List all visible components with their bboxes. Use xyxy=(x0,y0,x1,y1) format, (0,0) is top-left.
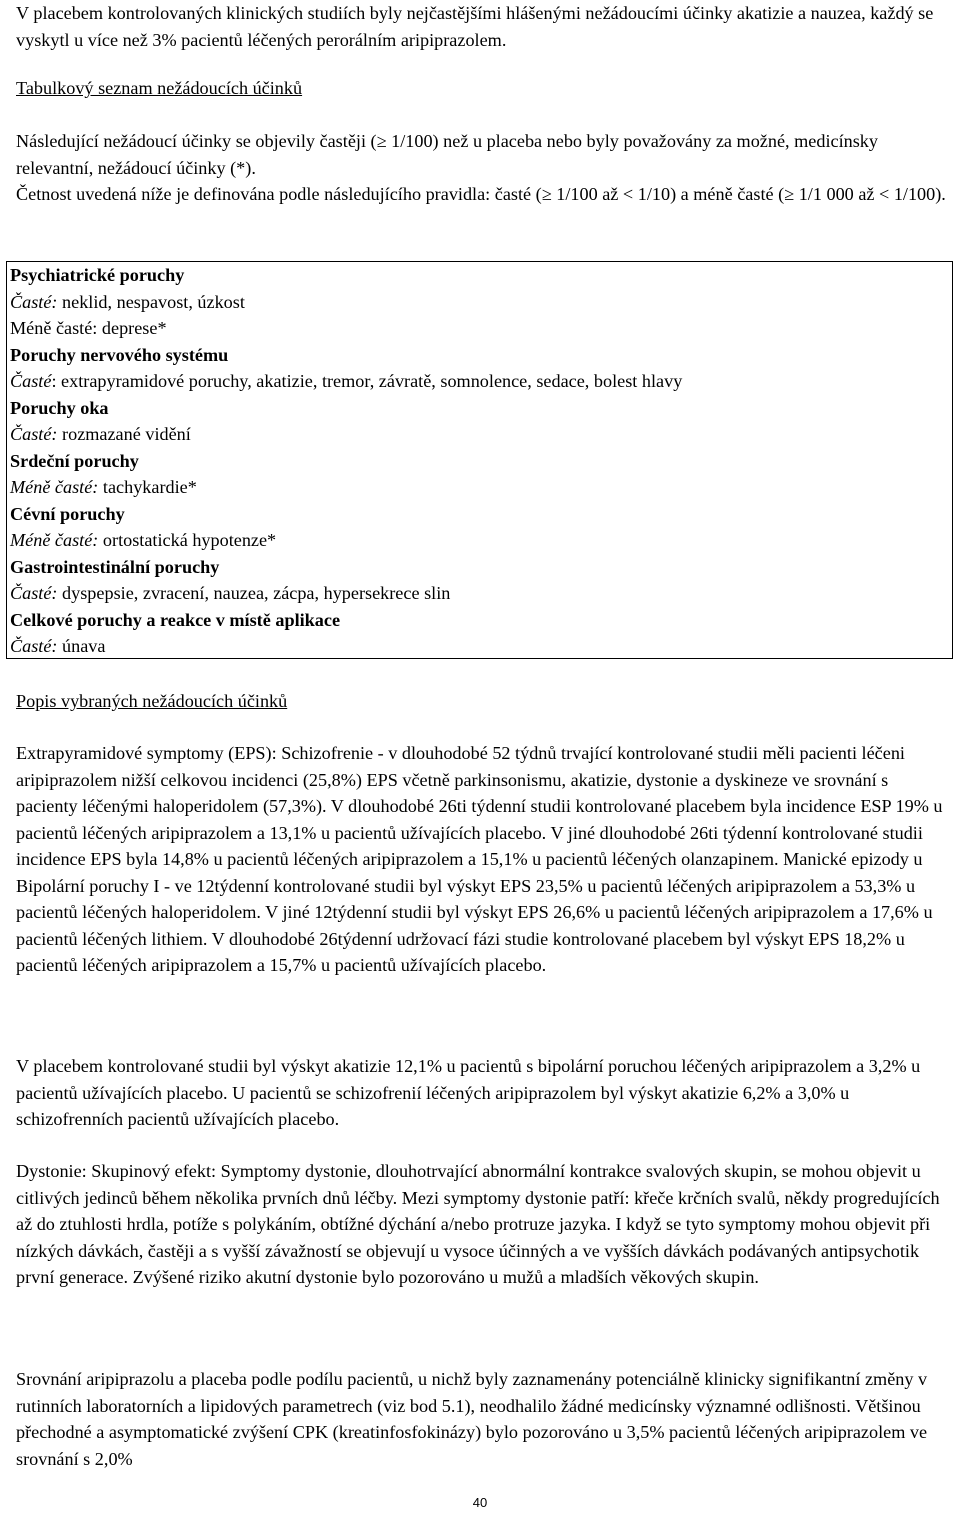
frequency-label: Časté: xyxy=(10,424,58,444)
frequency-text: neklid, nespavost, úzkost xyxy=(57,291,245,312)
frequency-label: Méně časté: xyxy=(10,530,99,550)
intro-paragraph: V placebem kontrolovaných klinických studiích byly nejčastějšími hlášenými nežádoucími účinky akatizie a nauzea, každý se vyskytl u více než 3% pacientů léčených perorálním aripiprazolem. xyxy=(16,3,934,50)
akathisia-paragraph: V placebem kontrolované studii byl výskyt akatizie 12,1% u pacientů s bipolární poruchou léčených aripiprazolem a 3,2% u pacientů užívajících placebo. U pacientů se schizofrenií léčených aripiprazolem byl výskyt akatizie 6,2% a 3,0% u schizofrenních pacientů užívajících placebo. xyxy=(16,1056,921,1129)
category-heading: Poruchy oka xyxy=(10,397,109,418)
category-heading: Srdeční poruchy xyxy=(10,450,139,471)
frequency-label: Méně časté: xyxy=(10,318,98,338)
adverse-effects-table xyxy=(6,261,953,659)
frequency-label: Časté: xyxy=(10,291,58,312)
definition-paragraph-1: Následující nežádoucí účinky se objevily častěji (≥ 1/100) než u placeba nebo byly považovány za možné, medicínsky relevantní, nežádoucí účinky (*). xyxy=(16,131,878,178)
category-heading: Gastrointestinální poruchy xyxy=(10,556,220,577)
frequency-row xyxy=(10,633,952,660)
eps-paragraph: Extrapyramidové symptomy (EPS): Schizofrenie - v dlouhodobé 52 týdnů trvající kontrolované studii měli pacienti léčeni aripiprazolem nižší celkovou incidenci (25,8%) EPS včetně parkinsonismu, akatizie, dystonie a dyskineze ve srovnání s pacienty léčenými haloperidolem (57,3%). V dlouhodobé 26ti týdenní studii kontrolované placebem byla incidence ESP 19% u pacientů léčených aripiprazolem a 13,1% u pacientů užívajících placebo. V jiné dlouhodobé 26ti týdenní kontrolované studii incidence EPS byla 14,8% u pacientů léčených aripiprazolem a 15,1% u pacientů léčených olanzapinem. Manické epizody u Bipolární poruchy I - ve 12týdenní kontrolované studii byl výskyt EPS 23,5% u pacientů léčených aripiprazolem a 53,3% u pacientů léčených haloperidolem. V jiné 12týdenní studii byl výskyt EPS 26,6% u pacientů léčených aripiprazolem a 17,6% u pacientů léčených lithiem. V dlouhodobé 26týdenní udržovací fázi studie kontrolované placebem byl výskyt EPS 18,2% u pacientů léčených aripiprazolem a 15,7% u pacientů užívajících placebo. xyxy=(16,743,943,975)
frequency-text: ortostatická hypotenze* xyxy=(98,530,277,550)
dystonia-paragraph: Dystonie: Skupinový efekt: Symptomy dystonie, dlouhotrvající abnormální kontrakce svalových skupin, se mohou objevit u citlivých jedinců během několika prvních dnů léčby. Mezi symptomy dystonie patří: křeče krčních svalů, někdy progredujících až do ztuhlosti hrdla, potíže s polykáním, obtížné dýchání a/nebo protruze jazyka. I když se tyto symptomy mohou objevit při nízkých dávkách, častěji a s vyšší závažností se objevují u vysoce účinných a ve vyšších dávkách podávaných antipsychotik první generace. Zvýšené riziko akutní dystonie bylo pozorováno u mužů a mladších věkových skupin. xyxy=(16,1161,940,1287)
table-heading: Tabulkový seznam nežádoucích účinků xyxy=(16,78,303,98)
category-heading: Psychiatrické poruchy xyxy=(10,265,185,285)
selected-effects-heading: Popis vybraných nežádoucích účinků xyxy=(16,691,288,711)
category-heading: Poruchy nervového systému xyxy=(10,344,229,365)
frequency-text: dyspepsie, zvracení, nauzea, zácpa, hypersekrece slin xyxy=(57,583,451,603)
frequency-text: : extrapyramidové poruchy, akatizie, tremor, závratě, somnolence, sedace, bolest hlavy xyxy=(51,371,683,391)
frequency-row xyxy=(10,527,952,554)
frequency-label: Časté xyxy=(10,371,52,391)
frequency-label: Časté: xyxy=(10,583,58,603)
frequency-row xyxy=(10,289,952,316)
definition-paragraph-2: Četnost uvedená níže je definována podle následujícího pravidla: časté (≥ 1/100 až < 1/10) a méně časté (≥ 1/1 000 až < 1/100). xyxy=(16,184,946,204)
frequency-text: únava xyxy=(57,636,106,656)
frequency-text: deprese* xyxy=(97,318,167,338)
category-heading: Celkové poruchy a reakce v místě aplikace xyxy=(10,609,341,630)
frequency-label: Méně časté: xyxy=(10,477,99,497)
frequency-text: tachykardie* xyxy=(98,477,197,497)
laboratory-paragraph: Srovnání aripiprazolu a placeba podle podílu pacientů, u nichž byly zaznamenány potenciálně klinicky signifikantní změny v rutinních laboratorních a lipidových parametrech (viz bod 5.1), neodhalilo žádné medicínsky významné odlišnosti. Většinou přechodné a asymptomatické zvýšení CPK (kreatinfosfokinázy) bylo pozorováno u 3,5% pacientů léčených aripiprazolem ve srovnání s 2,0% xyxy=(16,1369,928,1469)
category-heading: Cévní poruchy xyxy=(10,503,125,524)
frequency-row xyxy=(10,580,952,607)
frequency-text: rozmazané vidění xyxy=(57,424,191,444)
frequency-row xyxy=(10,474,952,501)
frequency-row xyxy=(10,421,952,448)
frequency-row xyxy=(10,368,952,395)
frequency-row xyxy=(10,315,952,342)
page-number: 40 xyxy=(472,1495,488,1510)
frequency-label: Časté: xyxy=(10,636,58,656)
